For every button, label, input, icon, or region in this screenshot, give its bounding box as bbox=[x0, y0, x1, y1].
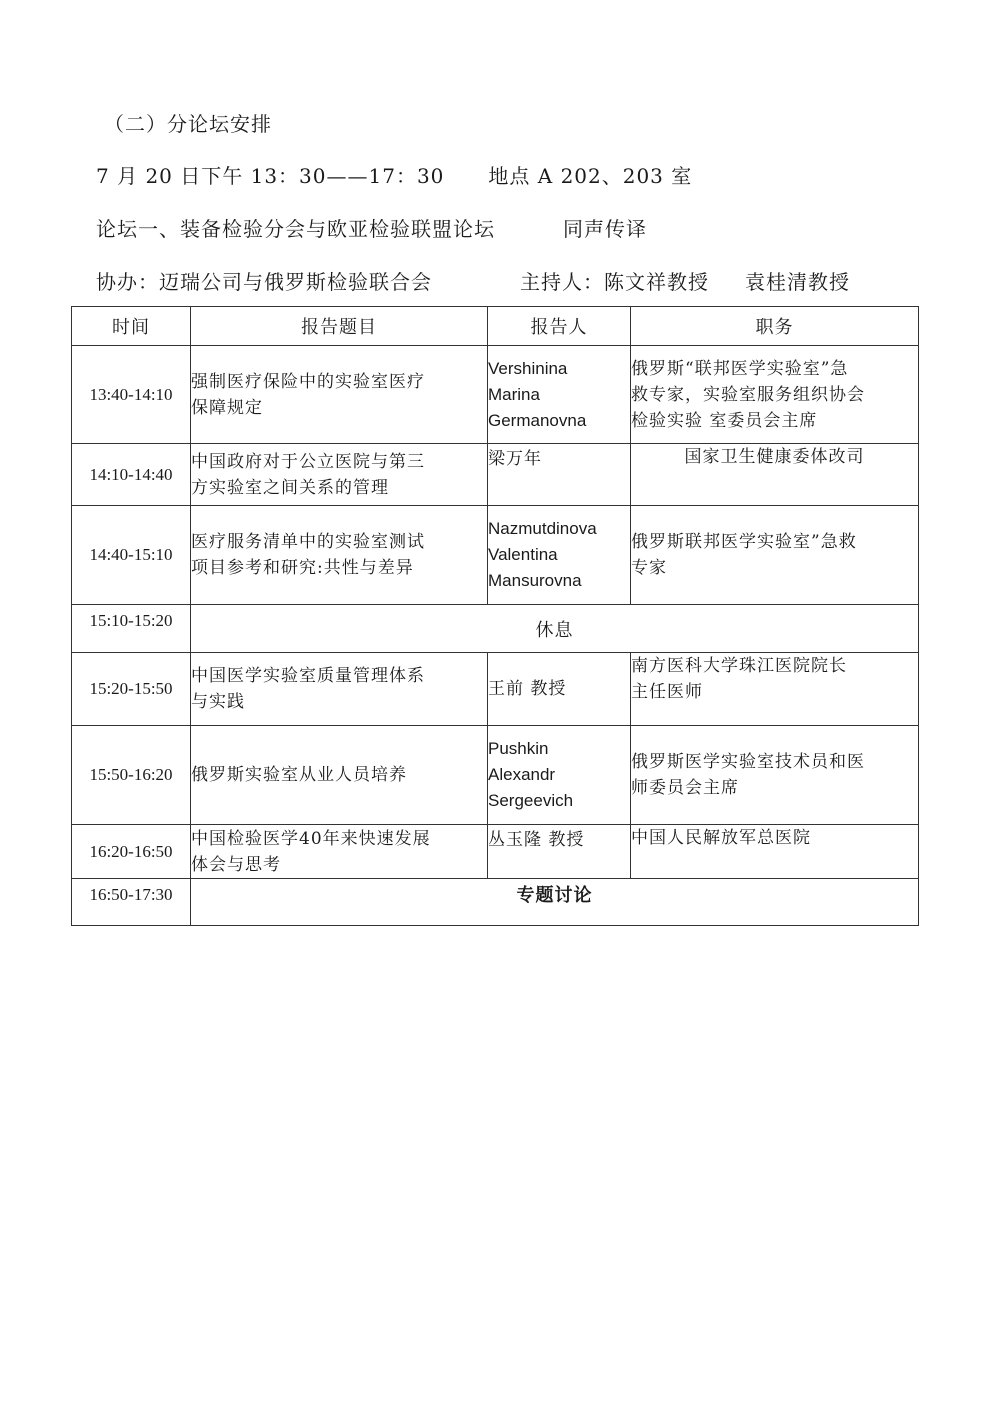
row-topic bbox=[191, 444, 488, 506]
row-time: 16:20-16:50 bbox=[72, 825, 191, 879]
speaker-line: Sergeevich bbox=[488, 791, 574, 810]
topic-line: 项目参考和研究:共性与差异 bbox=[191, 558, 414, 578]
row-speaker bbox=[488, 653, 631, 726]
host-second: 袁桂清教授 bbox=[745, 270, 850, 294]
schedule-table bbox=[71, 306, 919, 926]
row-role bbox=[631, 825, 919, 879]
row-speaker bbox=[488, 726, 631, 825]
discussion-cell: 专题讨论 bbox=[191, 879, 919, 926]
role-line: 俄罗斯医学实验室技术员和医 bbox=[631, 752, 865, 772]
table-row bbox=[72, 444, 919, 506]
header-topic: 报告题目 bbox=[191, 307, 488, 346]
role-line: 南方医科大学珠江医院院长 bbox=[631, 656, 847, 676]
speaker-line: 王前 教授 bbox=[488, 679, 567, 699]
topic-line: 中国政府对于公立医院与第三 bbox=[191, 451, 425, 472]
table-row bbox=[72, 825, 919, 879]
table-header-row bbox=[72, 307, 919, 346]
header-speaker: 报告人 bbox=[488, 307, 631, 346]
row-role bbox=[631, 346, 919, 444]
topic-line: 中国检验医学40年来快速发展 bbox=[191, 828, 431, 849]
table-row bbox=[72, 605, 919, 653]
row-time: 14:10-14:40 bbox=[72, 444, 191, 506]
role-line: 俄罗斯“联邦医学实验室”急 bbox=[631, 358, 849, 379]
role-line: 中国人民解放军总医院 bbox=[631, 828, 811, 848]
row-topic bbox=[191, 346, 488, 444]
header-role: 职务 bbox=[631, 307, 919, 346]
time-location-line bbox=[96, 160, 692, 189]
role-line: 国家卫生健康委体改司 bbox=[684, 447, 865, 467]
speaker-line: Mansurovna bbox=[488, 571, 582, 590]
speaker-line: Nazmutdinova bbox=[488, 519, 597, 538]
topic-line: 医疗服务清单中的实验室测试 bbox=[191, 532, 425, 552]
speaker-line: Valentina bbox=[488, 545, 558, 564]
row-topic bbox=[191, 726, 488, 825]
table-row bbox=[72, 879, 919, 926]
topic-line: 中国医学实验室质量管理体系 bbox=[191, 666, 425, 686]
role-line: 专家 bbox=[631, 558, 667, 578]
session-time: 7 月 20 日下午 13：30——17：30 bbox=[96, 164, 445, 188]
row-role bbox=[631, 726, 919, 825]
speaker-line: 梁万年 bbox=[488, 449, 542, 469]
topic-line: 方实验室之间关系的管理 bbox=[191, 477, 389, 498]
interpretation-note: 同声传译 bbox=[563, 217, 647, 241]
row-topic bbox=[191, 506, 488, 605]
row-speaker bbox=[488, 346, 631, 444]
speaker-line: Alexandr bbox=[488, 765, 556, 784]
row-topic bbox=[191, 825, 488, 879]
row-role bbox=[631, 506, 919, 605]
speaker-line: Vershinina bbox=[488, 358, 568, 378]
organizer-line bbox=[96, 266, 850, 295]
row-role bbox=[631, 444, 919, 506]
speaker-line: Pushkin bbox=[488, 739, 549, 758]
speaker-line: 丛玉隆 教授 bbox=[488, 830, 585, 850]
topic-line: 与实践 bbox=[191, 692, 245, 712]
topic-line: 强制医疗保险中的实验室医疗 bbox=[191, 371, 425, 392]
role-line: 救专家，实验室服务组织协会 bbox=[631, 384, 865, 405]
topic-line: 俄罗斯实验室从业人员培养 bbox=[191, 765, 407, 785]
row-time: 15:20-15:50 bbox=[72, 653, 191, 726]
row-speaker bbox=[488, 825, 631, 879]
row-time: 14:40-15:10 bbox=[72, 506, 191, 605]
header-time: 时间 bbox=[72, 307, 191, 346]
session-location: 地点 A 202、203 室 bbox=[488, 164, 693, 188]
row-time: 16:50-17:30 bbox=[72, 879, 191, 926]
role-line: 师委员会主席 bbox=[631, 778, 739, 798]
table-row bbox=[72, 346, 919, 444]
role-line: 主任医师 bbox=[631, 682, 703, 702]
row-topic bbox=[191, 653, 488, 726]
topic-line: 保障规定 bbox=[191, 397, 263, 418]
table-row bbox=[72, 726, 919, 825]
role-line: 检验实验 室委员会主席 bbox=[631, 410, 818, 431]
role-line: 俄罗斯联邦医学实验室”急救 bbox=[631, 532, 857, 552]
host-label: 主持人：陈文祥教授 bbox=[520, 270, 709, 294]
speaker-line: Marina bbox=[488, 384, 540, 404]
table-row bbox=[72, 506, 919, 605]
row-speaker bbox=[488, 506, 631, 605]
row-time: 15:50-16:20 bbox=[72, 726, 191, 825]
row-role bbox=[631, 653, 919, 726]
forum-title-line bbox=[96, 213, 647, 242]
co-organizer: 协办：迈瑞公司与俄罗斯检验联合会 bbox=[96, 270, 432, 294]
row-time: 13:40-14:10 bbox=[72, 346, 191, 444]
forum-title: 论坛一、装备检验分会与欧亚检验联盟论坛 bbox=[96, 217, 495, 241]
speaker-line: Germanovna bbox=[488, 410, 587, 430]
section-title: （二）分论坛安排 bbox=[104, 112, 272, 136]
row-speaker bbox=[488, 444, 631, 506]
topic-line: 体会与思考 bbox=[191, 854, 281, 875]
break-cell: 休息 bbox=[191, 605, 919, 653]
table-row bbox=[72, 653, 919, 726]
row-time: 15:10-15:20 bbox=[72, 605, 191, 653]
